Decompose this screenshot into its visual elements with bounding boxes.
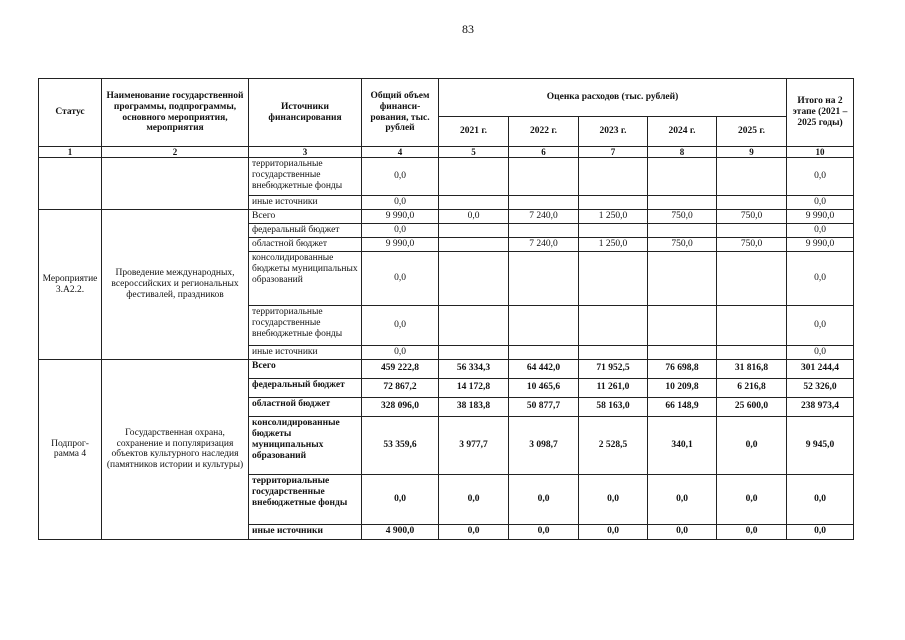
year-cell: 0,0	[717, 524, 787, 539]
stage-total-cell: 9 990,0	[787, 210, 854, 224]
header-year: 2024 г.	[648, 117, 717, 147]
name-cell	[102, 158, 249, 210]
year-cell	[509, 252, 579, 306]
source-cell: консолидированные бюджеты муниципальных образований	[249, 252, 362, 306]
source-cell: Всего	[249, 359, 362, 378]
stage-total-cell: 9 990,0	[787, 238, 854, 252]
stage-total-cell: 0,0	[787, 524, 854, 539]
year-cell: 6 216,8	[717, 378, 787, 397]
column-number: 5	[439, 147, 509, 158]
stage-total-cell: 0,0	[787, 474, 854, 524]
year-cell	[439, 224, 509, 238]
total-cell: 72 867,2	[362, 378, 439, 397]
column-number: 7	[579, 147, 648, 158]
year-cell	[717, 306, 787, 346]
stage-total-cell: 0,0	[787, 224, 854, 238]
header-sources: Источники финансирования	[249, 79, 362, 147]
column-number: 3	[249, 147, 362, 158]
table-row	[39, 359, 854, 378]
total-cell: 0,0	[362, 158, 439, 196]
page-number: 83	[462, 22, 474, 36]
stage-total-cell: 9 945,0	[787, 416, 854, 474]
stage-total-cell: 0,0	[787, 306, 854, 346]
year-cell	[648, 224, 717, 238]
header-estimate: Оценка расходов (тыс. рублей)	[439, 79, 787, 117]
year-cell: 7 240,0	[509, 238, 579, 252]
source-cell: консолидированные бюджеты муниципальных образований	[249, 416, 362, 474]
total-cell: 0,0	[362, 224, 439, 238]
year-cell: 1 250,0	[579, 238, 648, 252]
year-cell: 0,0	[439, 474, 509, 524]
year-cell: 56 334,3	[439, 359, 509, 378]
year-cell: 38 183,8	[439, 397, 509, 416]
year-cell	[717, 158, 787, 196]
source-cell: областной бюджет	[249, 397, 362, 416]
column-number: 10	[787, 147, 854, 158]
year-cell: 0,0	[509, 524, 579, 539]
year-cell	[509, 346, 579, 360]
year-cell: 50 877,7	[509, 397, 579, 416]
year-cell	[648, 252, 717, 306]
column-number: 9	[717, 147, 787, 158]
total-cell: 0,0	[362, 346, 439, 360]
subprogram-block	[39, 359, 854, 539]
year-cell	[579, 346, 648, 360]
stage-total-cell: 52 326,0	[787, 378, 854, 397]
year-cell: 1 250,0	[579, 210, 648, 224]
header-year: 2021 г.	[439, 117, 509, 147]
year-cell	[648, 196, 717, 210]
name-cell: Проведение международных, всероссийских и региональных фестивалей, праздников	[102, 210, 249, 360]
year-cell: 750,0	[648, 210, 717, 224]
total-cell: 0,0	[362, 196, 439, 210]
table-row	[39, 158, 854, 196]
year-cell	[439, 252, 509, 306]
total-cell: 0,0	[362, 252, 439, 306]
source-cell: иные источники	[249, 524, 362, 539]
year-cell	[439, 196, 509, 210]
header-name: Наименование государственной программы, подпрограммы, основного мероприятия, мероприятия	[102, 79, 249, 147]
year-cell: 0,0	[648, 524, 717, 539]
year-cell: 3 977,7	[439, 416, 509, 474]
year-cell: 25 600,0	[717, 397, 787, 416]
stage-total-cell: 238 973,4	[787, 397, 854, 416]
header-status: Статус	[39, 79, 102, 147]
year-cell	[717, 224, 787, 238]
year-cell	[439, 346, 509, 360]
stage-total-cell: 0,0	[787, 252, 854, 306]
year-cell: 0,0	[579, 474, 648, 524]
header-year: 2022 г.	[509, 117, 579, 147]
continuation-block	[39, 158, 854, 210]
year-cell	[509, 196, 579, 210]
year-cell: 0,0	[509, 474, 579, 524]
year-cell: 58 163,0	[579, 397, 648, 416]
year-cell: 64 442,0	[509, 359, 579, 378]
year-cell	[439, 238, 509, 252]
total-cell: 459 222,8	[362, 359, 439, 378]
source-cell: иные источники	[249, 346, 362, 360]
year-cell	[648, 346, 717, 360]
year-cell: 14 172,8	[439, 378, 509, 397]
year-cell: 31 816,8	[717, 359, 787, 378]
year-cell	[509, 224, 579, 238]
year-cell: 0,0	[579, 524, 648, 539]
total-cell: 9 990,0	[362, 238, 439, 252]
column-number: 2	[102, 147, 249, 158]
table-row	[39, 210, 854, 224]
stage-total-cell: 0,0	[787, 196, 854, 210]
column-number: 4	[362, 147, 439, 158]
year-cell: 10 465,6	[509, 378, 579, 397]
total-cell: 0,0	[362, 306, 439, 346]
year-cell: 750,0	[717, 210, 787, 224]
year-cell: 750,0	[717, 238, 787, 252]
year-cell	[439, 158, 509, 196]
year-cell: 750,0	[648, 238, 717, 252]
year-cell	[648, 306, 717, 346]
column-number: 8	[648, 147, 717, 158]
source-cell: территориальные государственные внебюджетные фонды	[249, 306, 362, 346]
year-cell	[439, 306, 509, 346]
year-cell	[579, 224, 648, 238]
year-cell: 76 698,8	[648, 359, 717, 378]
year-cell	[579, 158, 648, 196]
measure-block	[39, 210, 854, 360]
source-cell: территориальные государственные внебюджетные фонды	[249, 158, 362, 196]
total-cell: 328 096,0	[362, 397, 439, 416]
year-cell: 2 528,5	[579, 416, 648, 474]
year-cell	[509, 306, 579, 346]
column-number: 1	[39, 147, 102, 158]
header-year: 2023 г.	[579, 117, 648, 147]
year-cell	[717, 252, 787, 306]
total-cell: 4 900,0	[362, 524, 439, 539]
year-cell: 0,0	[717, 474, 787, 524]
status-cell: Подпрог-рамма 4	[39, 359, 102, 539]
year-cell	[579, 196, 648, 210]
year-cell: 7 240,0	[509, 210, 579, 224]
year-cell: 3 098,7	[509, 416, 579, 474]
source-cell: федеральный бюджет	[249, 378, 362, 397]
source-cell: областной бюджет	[249, 238, 362, 252]
status-cell	[39, 158, 102, 210]
total-cell: 53 359,6	[362, 416, 439, 474]
header-stage-total: Итого на 2 этапе (2021 – 2025 годы)	[787, 79, 854, 147]
year-cell: 11 261,0	[579, 378, 648, 397]
year-cell	[648, 158, 717, 196]
header-total: Общий объем финанси-рования, тыс. рублей	[362, 79, 439, 147]
source-cell: иные источники	[249, 196, 362, 210]
year-cell	[579, 252, 648, 306]
year-cell: 0,0	[717, 416, 787, 474]
source-cell: федеральный бюджет	[249, 224, 362, 238]
year-cell	[717, 346, 787, 360]
year-cell	[509, 158, 579, 196]
stage-total-cell: 0,0	[787, 158, 854, 196]
source-cell: Всего	[249, 210, 362, 224]
status-cell: Мероприятие 3.А2.2.	[39, 210, 102, 360]
total-cell: 9 990,0	[362, 210, 439, 224]
budget-table	[38, 78, 854, 540]
year-cell: 0,0	[439, 524, 509, 539]
year-cell: 0,0	[439, 210, 509, 224]
year-cell	[717, 196, 787, 210]
column-number: 6	[509, 147, 579, 158]
year-cell: 0,0	[648, 474, 717, 524]
year-cell: 340,1	[648, 416, 717, 474]
year-cell: 10 209,8	[648, 378, 717, 397]
year-cell: 71 952,5	[579, 359, 648, 378]
year-cell	[579, 306, 648, 346]
name-cell: Государственная охрана, сохранение и популяризация объектов культурного наследия (памятников истории и культуры)	[102, 359, 249, 539]
year-cell: 66 148,9	[648, 397, 717, 416]
header-year: 2025 г.	[717, 117, 787, 147]
total-cell: 0,0	[362, 474, 439, 524]
source-cell: территориальные государственные внебюджетные фонды	[249, 474, 362, 524]
stage-total-cell: 0,0	[787, 346, 854, 360]
stage-total-cell: 301 244,4	[787, 359, 854, 378]
